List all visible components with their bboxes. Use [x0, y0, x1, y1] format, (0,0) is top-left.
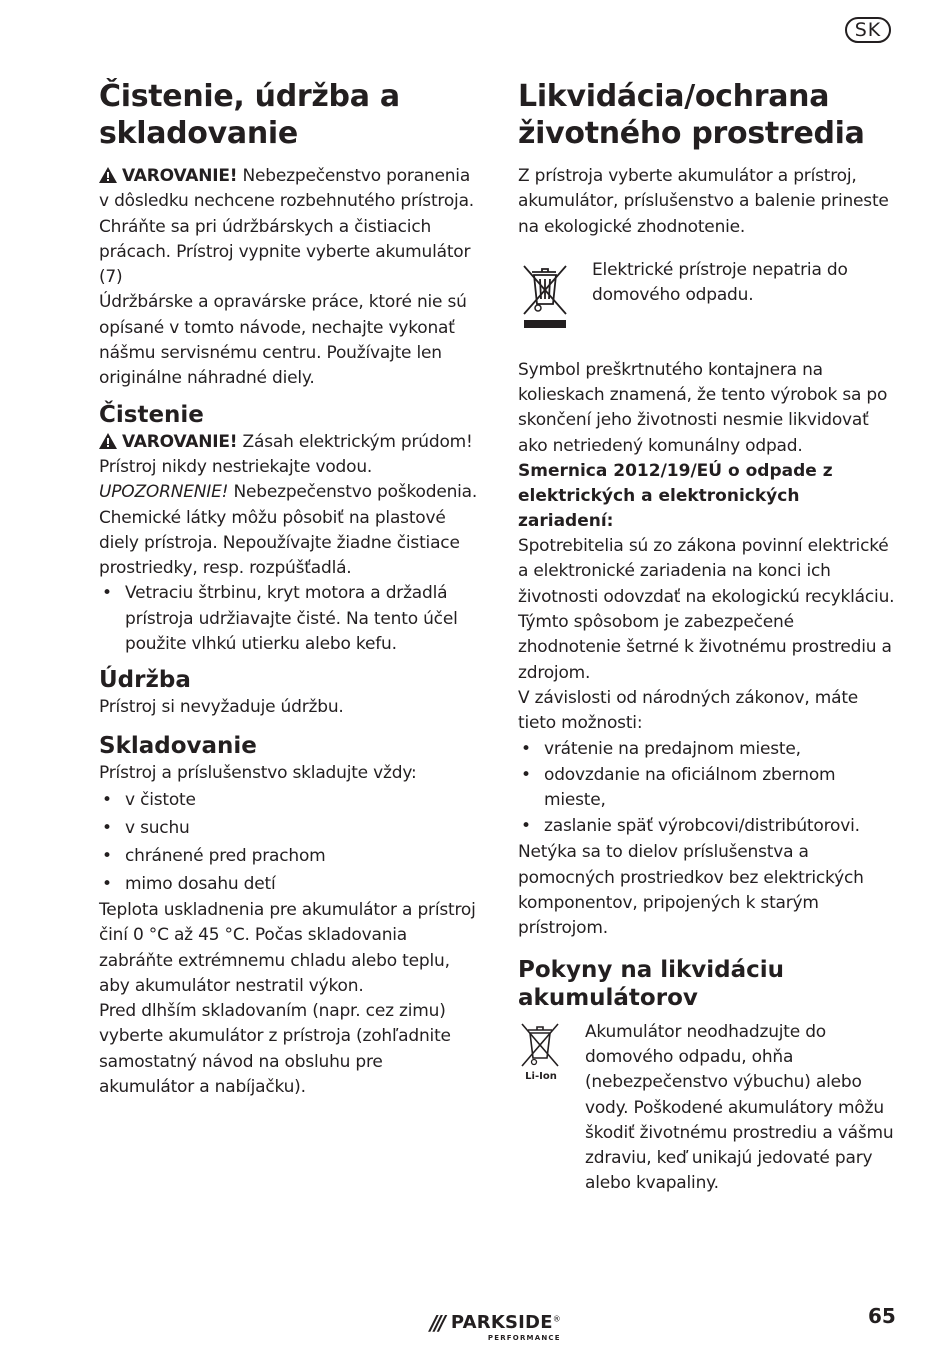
- list-item: • Vetraciu štrbinu, kryt motora a držadlá prístroja udržiavajte čisté. Na tento účel použite vlhkú utierku alebo kefu.: [99, 581, 479, 657]
- options-bullet-list: [518, 736, 900, 840]
- cleaning-bullet-list: [99, 581, 479, 657]
- left-column: [99, 78, 479, 1100]
- caution-label: UPOZORNENIE!: [99, 482, 229, 503]
- symbol-explanation: Symbol preškrtnutého kontajnera na kolieskach znamená, že tento výrobok sa po skončení jeho životnosti nesmie likvidovať ako netriedený komunálny odpad.: [518, 359, 888, 456]
- brand-slashes: ///: [430, 1311, 443, 1335]
- warning-triangle-icon: [99, 167, 117, 183]
- brand-name: PARKSIDE: [450, 1312, 553, 1333]
- right-column: [518, 78, 900, 1197]
- list-item: • v čistote: [99, 786, 479, 814]
- storage-bullet-list: [99, 786, 479, 898]
- directive-text: Spotrebitelia sú zo zákona povinní elektrické a elektronické zariadenia na konci ich životnosti odovzdať na ekologickú recykláciu. Týmto spôsobom je zabezpečené zhodnotenie šetrné k životnému prostrediu a zdrojom.: [518, 536, 895, 683]
- caution-text: Nebezpečenstvo poškodenia. Chemické látky môžu pôsobiť na plastové diely prístroja. Nepoužívajte žiadne čistiace prostriedky, resp. rozpúšťadlá.: [99, 482, 478, 579]
- language-badge: SK: [845, 17, 891, 43]
- battery-disposal-heading: Pokyny na likvidáciu akumulátorov: [518, 956, 785, 1011]
- list-item: • odovzdanie na oficiálnom zbernom mieste,: [518, 763, 900, 813]
- warning-paragraph-electric: [99, 430, 479, 481]
- page-number: 65: [868, 1304, 896, 1328]
- list-item: • v suchu: [99, 814, 479, 842]
- storage-intro: Prístroj a príslušenstvo skladujte vždy:: [99, 762, 417, 783]
- cleaning-heading: Čistenie: [99, 401, 204, 428]
- brand-subline: PERFORMANCE: [487, 1334, 561, 1342]
- section-title-disposal: Likvidácia/ochrana životného prostredia: [518, 79, 865, 151]
- warning-paragraph-injury: [99, 164, 479, 290]
- list-item: • mimo dosahu detí: [99, 870, 479, 898]
- warning-label: VAROVANIE!: [122, 431, 238, 452]
- weee-notice: [518, 258, 900, 332]
- maintenance-heading: Údržba: [99, 667, 191, 694]
- li-ion-label: Li-Ion: [525, 1070, 557, 1082]
- options-intro: V závislosti od národných zákonov, máte tieto možnosti:: [518, 687, 859, 734]
- storage-winter-paragraph: Pred dlhším skladovaním (napr. cez zimu) vyberte akumulátor z prístroja (zohľadnite samostatný návod na obsluhu pre akumulátor a nabíjačku).: [99, 1001, 451, 1098]
- accessories-note: Netýka sa to dielov príslušenstva a pomocných prostriedkov bez elektrických komponentov, pripojených k starým prístrojom.: [518, 842, 864, 939]
- parkside-logo: [430, 1312, 561, 1348]
- crossed-out-wheelie-bin-icon: [518, 258, 578, 332]
- warning-text: Zásah elektrickým prúdom! Prístroj nikdy nestriekajte vodou.: [99, 431, 473, 477]
- battery-disposal-notice: [518, 1020, 900, 1197]
- weee-note-text: Elektrické prístroje nepatria do domového odpadu.: [592, 259, 848, 306]
- section-title-cleaning-maintenance-storage: Čistenie, údržba a skladovanie: [99, 79, 400, 151]
- list-item: • vrátenie na predajnom mieste,: [518, 736, 900, 763]
- storage-temperature-paragraph: Teplota uskladnenia pre akumulátor a prístroj činí 0 °C až 45 °C. Počas skladovania zabráňte extrémnemu chladu alebo teplu, aby akumulátor nestratil výkon.: [99, 899, 476, 996]
- battery-disposal-text: Akumulátor neodhadzujte do domového odpadu, ohňa (nebezpečenstvo výbuchu) alebo vody. Poškodené akumulátory môžu škodiť životnému prostrediu a vášmu zdraviu, keď unikajú jedovaté pary alebo kvapaliny.: [585, 1021, 894, 1194]
- warning-triangle-icon: [99, 433, 117, 449]
- li-ion-bin-icon: [518, 1020, 570, 1086]
- storage-heading: Skladovanie: [99, 732, 257, 759]
- registered-mark: ®: [552, 1314, 561, 1324]
- disposal-intro: Z prístroja vyberte akumulátor a prístroj, akumulátor, príslušenstvo a balenie prineste na ekologické zhodnotenie.: [518, 166, 889, 237]
- caution-paragraph: [99, 480, 479, 581]
- list-item: • zaslanie späť výrobcovi/distribútorovi.: [518, 813, 900, 840]
- warning-text: Nebezpečenstvo poranenia v dôsledku nechcene rozbehnutého prístroja. Chráňte sa pri údržbárskych a čistiacich prácach. Prístroj vypnite vyberte akumulátor (7): [99, 166, 474, 288]
- list-item: • chránené pred prachom: [99, 842, 479, 870]
- maintenance-text: Prístroj si nevyžaduje údržbu.: [99, 697, 344, 718]
- warning-label: VAROVANIE!: [122, 166, 238, 186]
- directive-heading: Smernica 2012/19/EÚ o odpade z elektrických a elektronických zariadení:: [518, 461, 833, 532]
- service-paragraph: Údržbárske a opravárske práce, ktoré nie sú opísané v tomto návode, nechajte vykonať nášmu servisnému centru. Používajte len originálne náhradné diely.: [99, 292, 467, 389]
